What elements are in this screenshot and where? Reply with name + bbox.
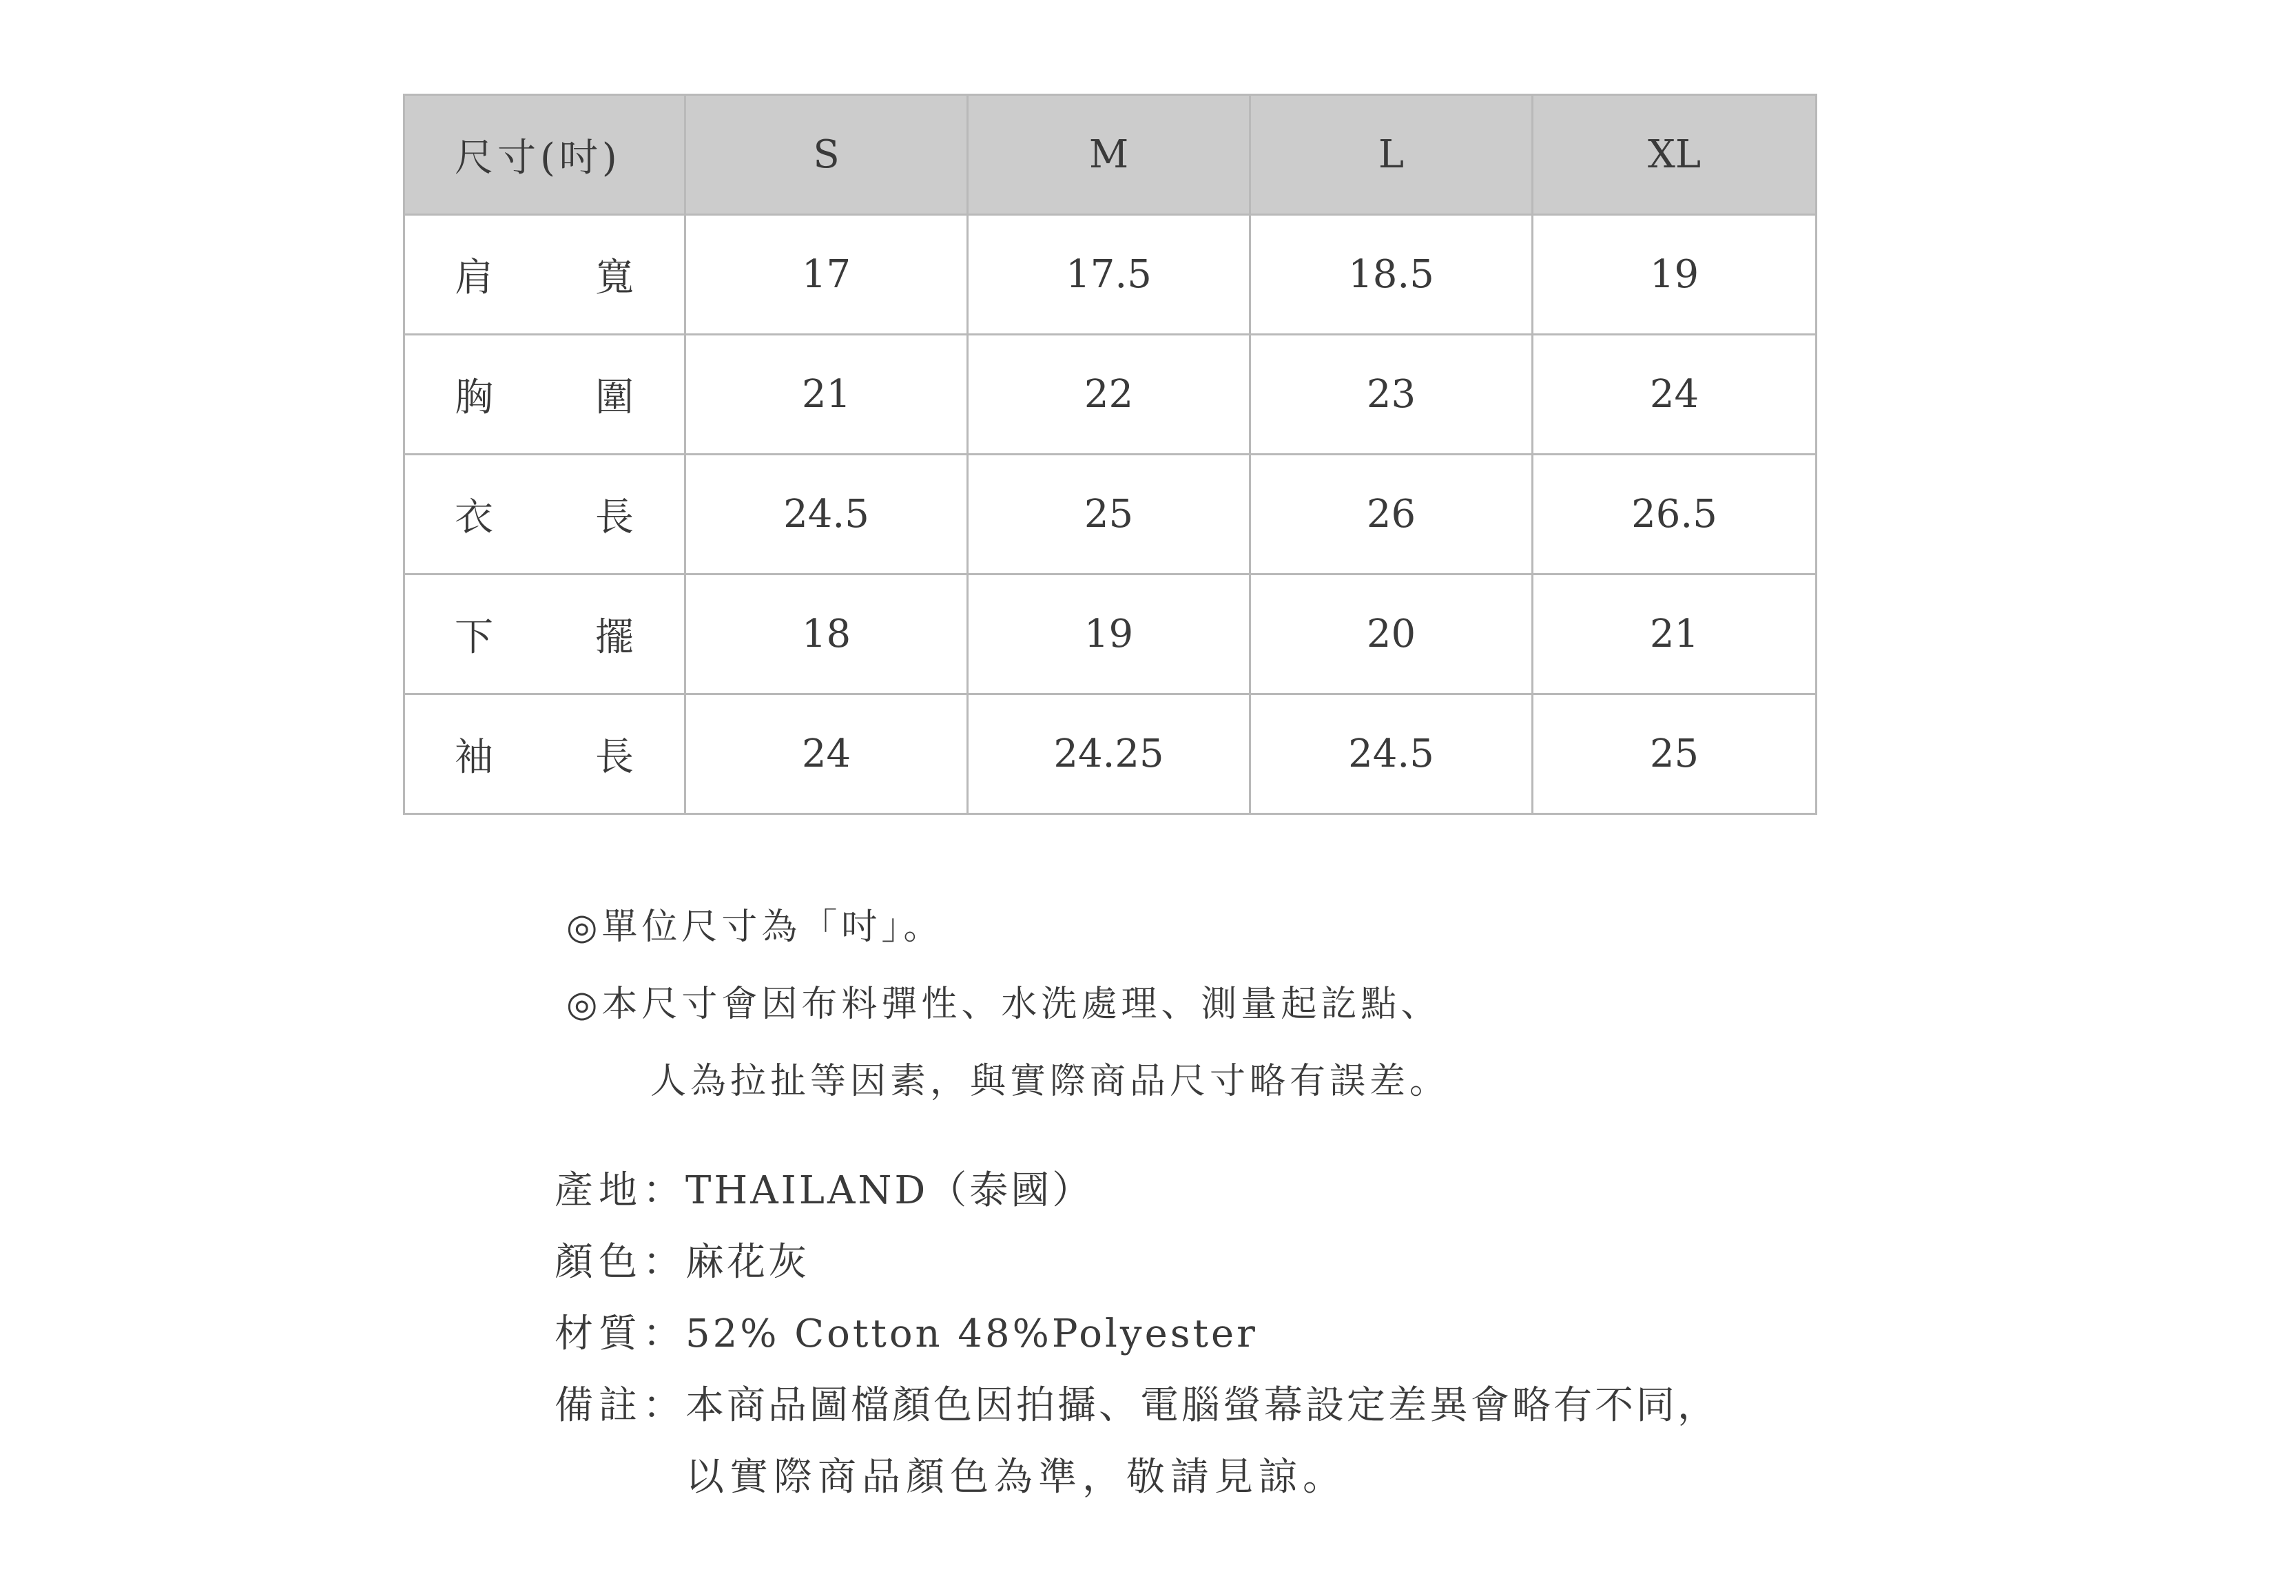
table-cell: 19 (1533, 215, 1817, 335)
table-cell: 20 (1250, 574, 1533, 694)
info-remark (555, 1370, 1719, 1442)
table-cell: 24 (685, 694, 968, 814)
info-color (555, 1227, 1719, 1298)
remark-key: 備註： (555, 1383, 687, 1428)
size-notes (566, 889, 1449, 1120)
table-cell: 25 (1533, 694, 1817, 814)
note-unit: ◎單位尺寸為「吋」。 (566, 906, 944, 948)
note-tolerance: ◎本尺寸會因布料彈性、水洗處理、測量起訖點、 (566, 984, 1441, 1025)
row-label-cell (404, 335, 685, 455)
header-label: 尺寸(吋) (455, 135, 621, 180)
table-cell: 17 (685, 215, 968, 335)
table-row (404, 574, 1817, 694)
table-cell: 24.25 (968, 694, 1250, 814)
table-cell: 22 (968, 335, 1250, 455)
table-cell: 21 (685, 335, 968, 455)
row-label: 下 擺 (455, 614, 634, 660)
table-row (404, 215, 1817, 335)
size-header-s: S (685, 95, 968, 215)
size-chart-header (404, 95, 1817, 215)
table-row (404, 455, 1817, 574)
size-header-xl: XL (1533, 95, 1817, 215)
size-header-m: M (968, 95, 1250, 215)
color-key: 顏色： (555, 1240, 687, 1285)
table-row (404, 335, 1817, 455)
table-cell: 24.5 (1250, 694, 1533, 814)
size-header-l: L (1250, 95, 1533, 215)
table-cell: 18 (685, 574, 968, 694)
table-cell: 25 (968, 455, 1250, 574)
row-label: 衣 長 (455, 495, 634, 540)
row-label-cell (404, 574, 685, 694)
header-row (404, 95, 1817, 215)
table-cell: 23 (1250, 335, 1533, 455)
header-label-cell (404, 95, 685, 215)
remark-value: 本商品圖檔顏色因拍攝、電腦螢幕設定差異會略有不同， (685, 1383, 1719, 1428)
table-cell: 17.5 (968, 215, 1250, 335)
material-key: 材質： (555, 1312, 687, 1356)
row-label-cell (404, 694, 685, 814)
row-label: 胸 圍 (455, 375, 634, 420)
remark-continuation: 以實際商品顏色為準，敬請見諒。 (685, 1455, 1347, 1500)
note-tolerance-cont: 人為拉扯等因素，與實際商品尺寸略有誤差。 (650, 1061, 1450, 1102)
table-cell: 24 (1533, 335, 1817, 455)
size-chart-table (403, 94, 1817, 815)
info-origin (555, 1155, 1719, 1227)
table-cell: 24.5 (685, 455, 968, 574)
table-cell: 19 (968, 574, 1250, 694)
origin-value: THAILAND（泰國） (685, 1168, 1094, 1213)
table-cell: 26.5 (1533, 455, 1817, 574)
material-value: 52% Cotton 48%Polyester (685, 1312, 1258, 1356)
color-value: 麻花灰 (685, 1240, 809, 1285)
table-cell: 26 (1250, 455, 1533, 574)
info-material (555, 1298, 1719, 1370)
product-info (555, 1155, 1719, 1513)
row-label: 肩 寬 (455, 255, 634, 300)
row-label-cell (404, 215, 685, 335)
origin-key: 產地： (555, 1168, 687, 1213)
row-label-cell (404, 455, 685, 574)
row-label: 袖 長 (455, 734, 634, 780)
table-cell: 18.5 (1250, 215, 1533, 335)
table-cell: 21 (1533, 574, 1817, 694)
size-chart-body (404, 215, 1817, 814)
table-row (404, 694, 1817, 814)
